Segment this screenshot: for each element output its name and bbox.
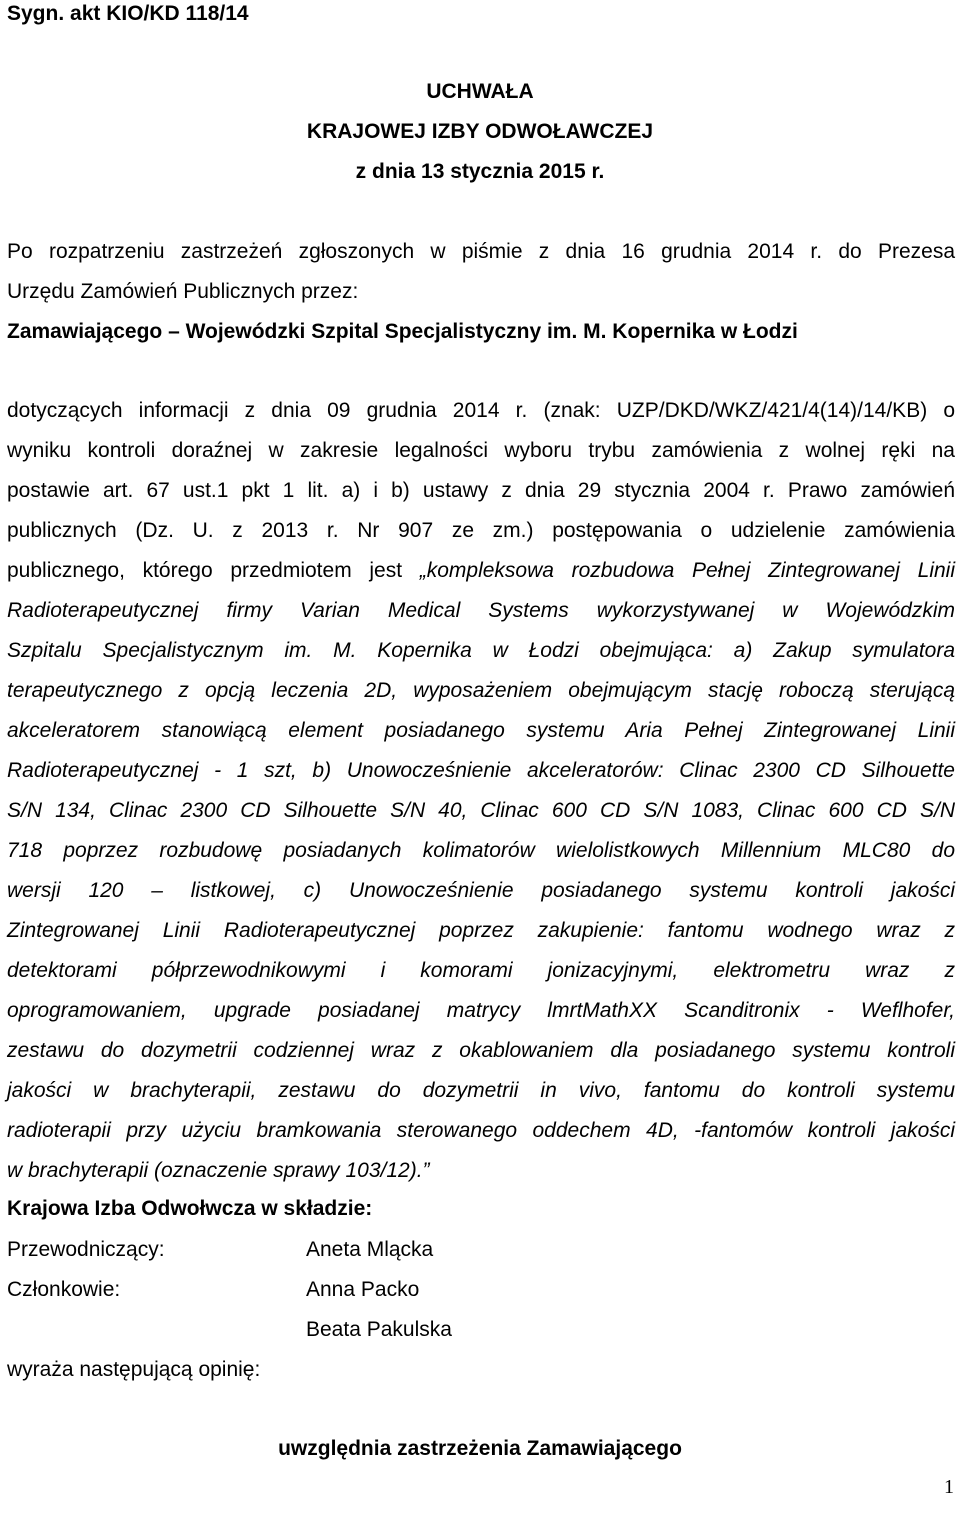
member-name: Anna Packo [306,1278,420,1301]
chair-label: Przewodniczący: [7,1238,165,1261]
body-line: terapeutycznego z opcją leczenia 2D, wyposażeniem obejmującym stację roboczą sterującą [7,679,955,702]
body-line: akceleratorem stanowiącą element posiadanego systemu Aria Pełnej Zintegrowanej Linii [7,719,955,742]
body-line: radioterapii przy użyciu bramkowania sterowanego oddechem 4D, -fantomów kontroli jakości [7,1119,955,1142]
body-line: postawie art. 67 ust.1 pkt 1 lit. a) i b) ustawy z dnia 29 stycznia 2004 r. Prawo zamówień [7,479,955,502]
body-line: Szpitalu Specjalistycznym im. M. Kopernika w Łodzi obejmująca: a) Zakup symulatora [7,639,955,662]
contracting-authority: Zamawiającego – Wojewódzki Szpital Specjalistyczny im. M. Kopernika w Łodzi [7,320,798,343]
intro-line-1: Po rozpatrzeniu zastrzeżeń zgłoszonych w piśmie z dnia 16 grudnia 2014 r. do Prezesa [7,240,955,263]
body-line: Radioterapeutycznej - 1 szt, b) Unowocześnienie akceleratorów: Clinac 2300 CD Silhouette [7,759,955,782]
page-number: 1 [944,1476,954,1498]
body-line: Zintegrowanej Linii Radioterapeutycznej poprzez zakupienie: fantomu wodnego wraz z [7,919,955,942]
body-line [7,559,955,583]
body-line: w brachyterapii (oznaczenie sprawy 103/12).” [7,1159,430,1182]
body-line: S/N 134, Clinac 2300 CD Silhouette S/N 40, Clinac 600 CD S/N 1083, Clinac 600 CD S/N [7,799,955,822]
body-line: publicznych (Dz. U. z 2013 r. Nr 907 ze zm.) postępowania o udzielenie zamówienia [7,519,955,542]
body-line: Radioterapeutycznej firmy Varian Medical Systems wykorzystywanej w Wojewódzkim [7,599,955,622]
opinion-intro: wyraża następującą opinię: [7,1358,261,1381]
body-line: oprogramowaniem, upgrade posiadanej matrycy lmrtMathXX Scanditronix - Weflhofer, [7,999,955,1022]
intro-line-2: Urzędu Zamówień Publicznych przez: [7,280,359,303]
decision-text: uwzględnia zastrzeżenia Zamawiającego [278,1437,682,1460]
members-label: Członkowie: [7,1278,121,1301]
body-line: wersji 120 – listkowej, c) Unowocześnienie posiadanego systemu kontroli jakości [7,879,955,902]
body-line: dotyczących informacji z dnia 09 grudnia 2014 r. (znak: UZP/DKD/WKZ/421/4(14)/14/KB) o [7,399,955,422]
body-line: zestawu do dozymetrii codziennej wraz z okablowaniem dla posiadanego systemu kontroli [7,1039,955,1062]
case-signature: Sygn. akt KIO/KD 118/14 [7,2,249,25]
body-line: 718 poprzez rozbudowę posiadanych kolimatorów wielolistkowych Millennium MLC80 do [7,839,955,862]
member-name: Beata Pakulska [306,1318,452,1341]
body-text-italic: „kompleksowa rozbudowa Pełnej Zintegrowanej Linii [419,559,955,582]
title-chamber: KRAJOWEJ IZBY ODWOŁAWCZEJ [306,120,654,143]
body-line: jakości w brachyterapii, zestawu do dozymetrii in vivo, fantomu do kontroli systemu [7,1079,955,1102]
chair-name: Aneta Mlącka [306,1238,434,1261]
body-line: wyniku kontroli doraźnej w zakresie legalności wyboru trybu zamówienia z wolnej ręki na [7,439,955,462]
title-resolution: UCHWAŁA [426,80,534,103]
panel-heading: Krajowa Izba Odwołwcza w składzie: [7,1197,373,1220]
body-line: detektorami półprzewodnikowymi i komorami jonizacyjnymi, elektrometru wraz z [7,959,955,982]
title-date: z dnia 13 stycznia 2015 r. [355,160,605,183]
body-text: publicznego, którego przedmiotem jest [7,559,420,582]
